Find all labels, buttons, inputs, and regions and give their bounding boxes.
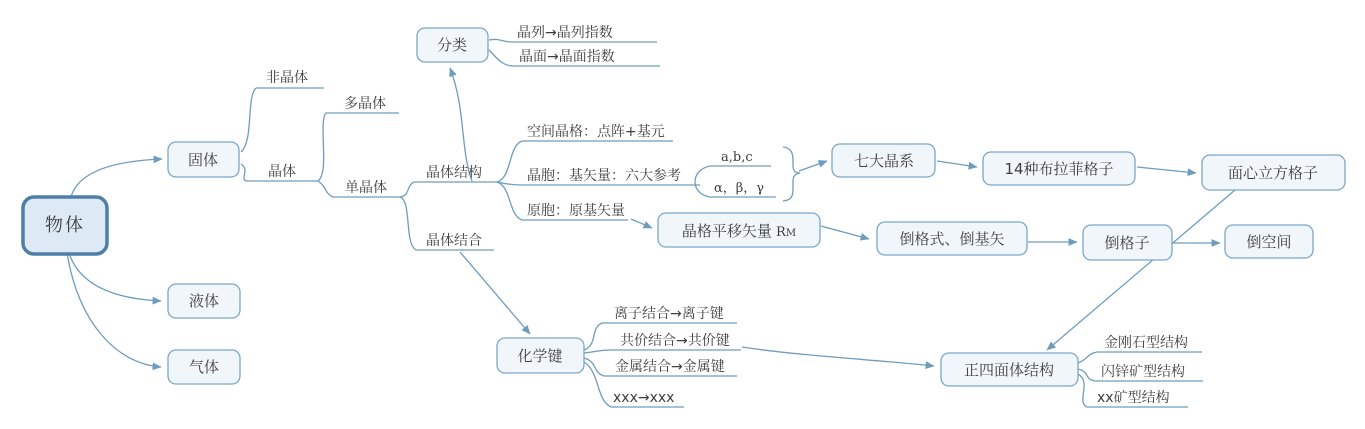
node-liquid-label[interactable]: 液体 <box>188 292 220 310</box>
node-chemical-bond[interactable] <box>497 338 584 373</box>
branch-primitive-label[interactable]: 原胞：原基矢量 <box>527 203 625 219</box>
edge-tetra-diamond <box>1078 352 1097 363</box>
arrow-brace-seven <box>799 161 827 171</box>
node-classify[interactable] <box>417 28 488 62</box>
arrow-root-solid <box>71 159 162 197</box>
node-root-label[interactable]: 物体 <box>45 215 85 236</box>
edge-single-structure <box>400 182 414 197</box>
node-translation-vector[interactable] <box>658 213 820 247</box>
branch-cell[interactable] <box>522 167 700 185</box>
branch-primitive[interactable] <box>522 202 628 220</box>
branch-diamond[interactable] <box>1097 334 1202 352</box>
branch-non-crystal[interactable] <box>256 69 324 88</box>
branch-diamond-label[interactable]: 金刚石型结构 <box>1104 335 1188 351</box>
branch-abc-label[interactable]: a,b,c <box>721 150 753 165</box>
edge-crystal-polycrystal <box>318 113 326 181</box>
brace-shape <box>783 147 800 201</box>
arrow-rm-reciprocalform <box>821 226 869 239</box>
arrow-bravais-fcc <box>1137 167 1196 173</box>
branch-angles[interactable] <box>710 181 776 197</box>
node-reciprocal-lattice-label[interactable]: 倒格子 <box>1104 234 1150 252</box>
node-reciprocal-form-label[interactable]: 倒格式、倒基矢 <box>899 230 1005 248</box>
edge-single-bond <box>400 197 416 250</box>
branch-metallic[interactable] <box>604 358 737 376</box>
node-seven-systems-label[interactable]: 七大晶系 <box>853 152 915 170</box>
edge-classify-row <box>489 39 512 42</box>
branch-xx-mine-label[interactable]: xx矿型结构 <box>1097 390 1170 406</box>
arrow-root-liquid <box>69 253 161 301</box>
branch-space-lattice-label[interactable]: 空间晶格：点阵+基元 <box>527 124 665 140</box>
arrow-fcc-tetra <box>1047 190 1235 350</box>
branch-xx-mine[interactable] <box>1087 389 1188 407</box>
node-reciprocal-space-label[interactable]: 倒空间 <box>1246 233 1292 251</box>
branch-non-crystal-label[interactable]: 非晶体 <box>266 70 308 86</box>
node-fcc-label[interactable]: 面心立方格子 <box>1227 164 1319 182</box>
branch-covalent[interactable] <box>610 332 741 350</box>
branch-metallic-label[interactable]: 金属结合→金属键 <box>615 359 725 375</box>
branch-row-index[interactable] <box>512 24 657 42</box>
branch-crystal-structure[interactable] <box>414 164 497 182</box>
node-translation-vector-label[interactable]: 晶格平移矢量 RM <box>681 222 797 240</box>
branch-ionic-label[interactable]: 离子结合→离子键 <box>614 306 724 322</box>
branch-abc[interactable] <box>710 150 771 166</box>
edge-chem-ionic <box>584 323 602 350</box>
branch-angles-label[interactable]: α，β，γ <box>714 181 765 196</box>
edge-solid-crystal <box>241 164 246 181</box>
node-seven-systems[interactable] <box>832 144 935 177</box>
branch-cell-label[interactable]: 晶胞：基矢量：六大参考 <box>527 168 681 184</box>
branch-space-lattice[interactable] <box>522 123 673 141</box>
branch-xxx-label[interactable]: xxx→xxx <box>613 390 675 406</box>
node-tetrahedron-label[interactable]: 正四面体结构 <box>963 361 1055 379</box>
node-gas-label[interactable]: 气体 <box>188 358 220 376</box>
branch-row-index-label[interactable]: 晶列→晶列指数 <box>517 25 613 41</box>
edge-chem-covalent <box>584 350 610 353</box>
node-solid-label[interactable]: 固体 <box>187 151 219 169</box>
branch-polycrystal[interactable] <box>326 95 399 113</box>
edge-crystal-singlecrystal <box>318 181 333 197</box>
branch-polycrystal-label[interactable]: 多晶体 <box>344 96 386 112</box>
node-classify-label[interactable]: 分类 <box>436 36 468 54</box>
branch-crystal-label[interactable]: 晶体 <box>268 164 296 180</box>
node-reciprocal-space[interactable] <box>1225 225 1313 258</box>
branch-single-crystal-label[interactable]: 单晶体 <box>345 180 387 196</box>
node-bravais-label[interactable]: 14种布拉菲格子 <box>1004 160 1114 178</box>
branch-covalent-label[interactable]: 共价结合→共价键 <box>620 333 730 349</box>
arrow-root-gas <box>67 253 161 367</box>
edge-solid-noncrystal <box>241 88 256 152</box>
node-liquid[interactable] <box>168 284 240 318</box>
node-tetrahedron[interactable] <box>941 353 1078 386</box>
node-root[interactable] <box>23 197 107 254</box>
edge-structure-space <box>497 141 522 182</box>
branch-crystal[interactable] <box>246 163 318 181</box>
node-gas[interactable] <box>168 350 240 384</box>
branch-plane-index-label[interactable]: 晶面→晶面指数 <box>519 49 615 65</box>
branch-single-crystal[interactable] <box>333 179 400 197</box>
arrow-seven-bravais <box>937 161 977 167</box>
arrow-primitive-rm <box>631 219 652 228</box>
arrow-connectors <box>67 68 1235 367</box>
node-reciprocal-lattice[interactable] <box>1083 225 1172 260</box>
node-solid[interactable] <box>168 142 239 177</box>
arrow-covalent-tetra <box>742 347 934 366</box>
node-bravais[interactable] <box>983 152 1135 185</box>
node-chemical-bond-label[interactable]: 化学键 <box>517 347 563 365</box>
edge-classify-plane <box>489 50 514 66</box>
node-reciprocal-form[interactable] <box>877 222 1027 255</box>
edge-cell-abc-angles <box>695 166 710 197</box>
edge-chem-xxx <box>584 362 611 407</box>
branch-ionic[interactable] <box>602 305 737 323</box>
edge-tetra-xxmine <box>1078 374 1087 407</box>
branch-zincblende-label[interactable]: 闪锌矿型结构 <box>1101 364 1185 380</box>
edge-structure-primitive <box>497 182 522 220</box>
arrow-bond-chem <box>460 252 530 334</box>
branch-zincblende[interactable] <box>1095 363 1203 381</box>
branch-xxx[interactable] <box>611 390 684 407</box>
node-fcc[interactable] <box>1202 155 1345 190</box>
branch-crystal-bond-label[interactable]: 晶体结合 <box>426 233 482 249</box>
branch-plane-index[interactable] <box>514 48 660 66</box>
edge-tetra-zincblende <box>1078 369 1095 381</box>
branch-crystal-bond[interactable] <box>416 232 494 250</box>
branch-crystal-structure-label[interactable]: 晶体结构 <box>426 165 482 181</box>
